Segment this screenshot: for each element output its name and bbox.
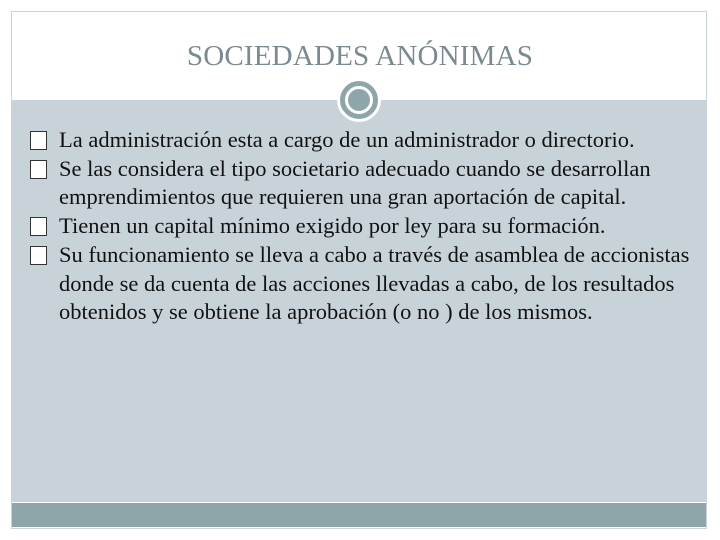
bullet-text: Se las considera el tipo societario adecuado cuando se desarrollan emprendimientos que requieren una gran aportación de capital. <box>59 155 651 210</box>
bullet-text: La administración esta a cargo de un administrador o directorio. <box>59 127 635 152</box>
bullet-text: Tienen un capital mínimo exigido por ley para su formación. <box>59 213 606 239</box>
slide-frame <box>11 11 707 529</box>
bullet-text: Su funcionamiento se lleva a cabo a través de asamblea de accionistas donde se da cuenta de las acciones llevadas a cabo, de los resultados obtenidos y se obtiene la aprobación (o no ) de los mismos. <box>59 241 690 325</box>
slide-title: SOCIEDADES ANÓNIMAS <box>186 40 534 72</box>
